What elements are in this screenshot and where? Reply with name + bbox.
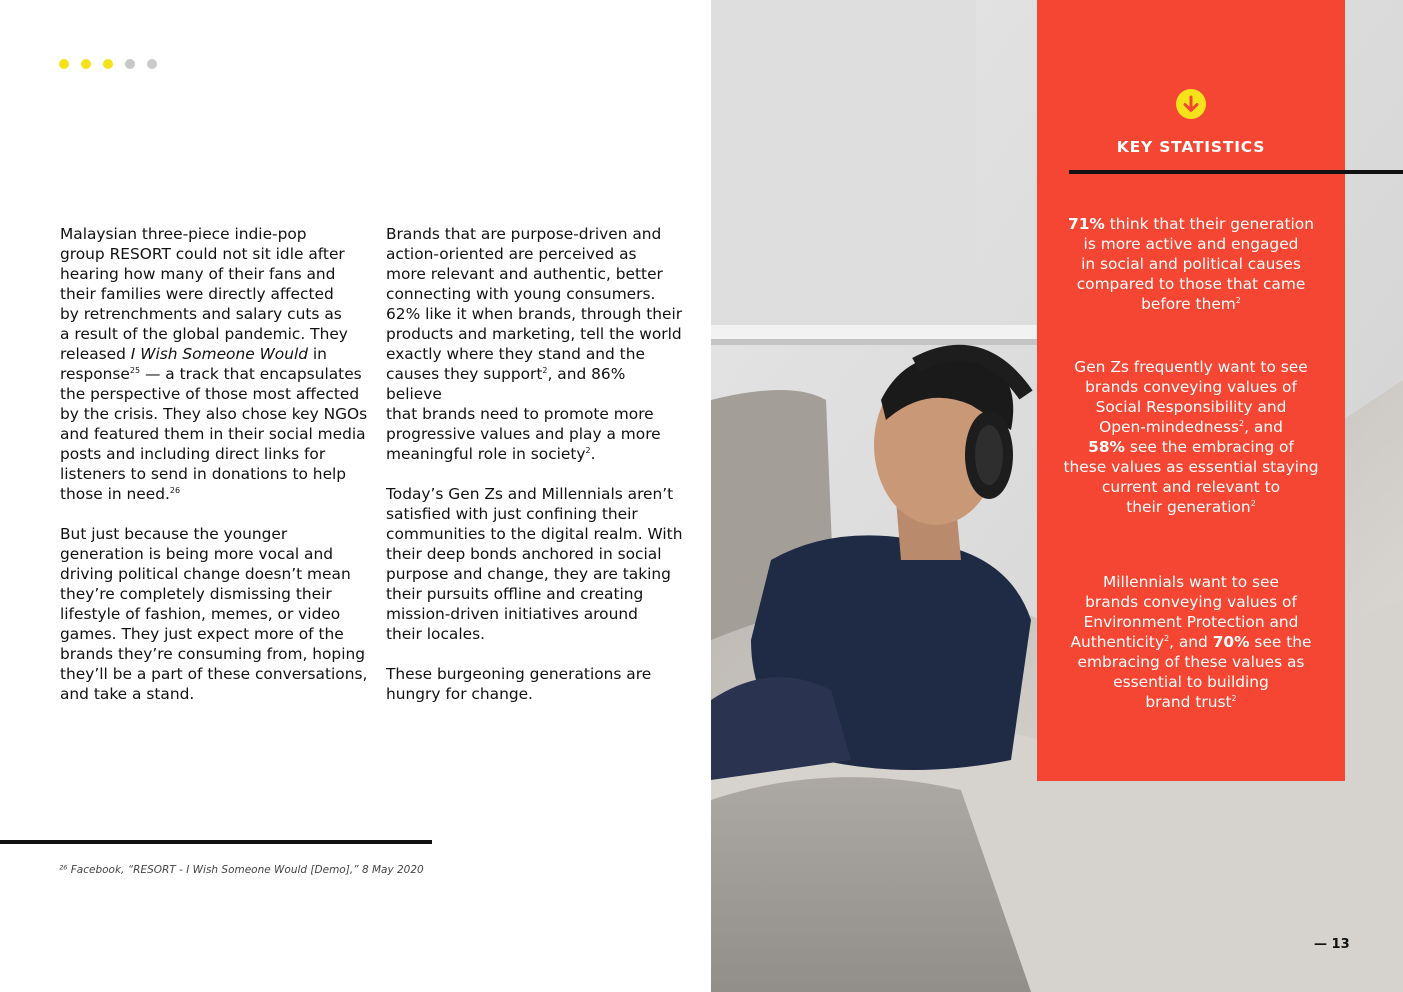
stat-highlight: 70% — [1212, 633, 1250, 651]
text-run: Malaysian three-piece indie-pop group RESORT could not sit idle after hearing how many of their fans and their families were directly affected by retrenchments and salary cuts as a result of the global pandemic. They released — [60, 225, 348, 363]
citation-marker: 26 — [169, 486, 181, 495]
citation-marker: 2 — [1163, 634, 1170, 643]
text-run: Gen Zs frequently want to see brands conveying values of Social Responsibility and Open-mindedness — [1074, 358, 1308, 436]
text-run: , and 86% believe that brands need to promote more progressive values and play a more meaningful role in society — [386, 365, 661, 463]
paragraph — [60, 524, 370, 704]
text-run: Today’s Gen Zs and Millennials aren’t satisfied with just confining their communities to the digital realm. With their deep bonds anchored in social purpose and change, they are taking their pursuits offline and creating mission-driven initiatives around their locales. — [386, 485, 683, 643]
text-run: , and — [1244, 418, 1283, 436]
stat-highlight: 58% — [1088, 438, 1125, 456]
citation-marker: 2 — [1250, 499, 1256, 508]
text-run: see the embracing of these values as essential staying current and relevant to their generation — [1063, 438, 1319, 516]
body-column-right — [386, 224, 686, 724]
text-run: Brands that are purpose-driven and action-oriented are perceived as more relevant and authentic, better connecting with young consumers. 62% like it when brands, through their products and marketing, tell the world exactly where they stand and the causes they support — [386, 225, 683, 383]
citation-marker: 2 — [1231, 694, 1237, 703]
text-run: see the embracing of these values as essential to building brand trust — [1077, 633, 1312, 711]
text-run: in response — [60, 345, 327, 383]
progress-dots — [59, 59, 157, 69]
progress-dot — [147, 59, 157, 69]
statistic-item — [1051, 572, 1331, 712]
body-column-left — [60, 224, 370, 724]
text-run: Millennials want to see brands conveying values of Environment Protection and Authenticity — [1070, 573, 1299, 651]
statistic-item — [1051, 214, 1331, 314]
text-run: I Wish Someone Would — [130, 345, 308, 363]
progress-dot — [81, 59, 91, 69]
citation-marker: 2 — [1239, 419, 1245, 428]
text-run: — a track that encapsulates the perspective of those most affected by the crisis. They also chose key NGOs and featured them in their social media posts and including direct links for listeners to send in donations to help those in need. — [60, 365, 368, 503]
statistic-item — [1051, 357, 1331, 517]
arrow-down-icon — [1176, 89, 1206, 119]
text-run: But just because the younger generation is being more vocal and driving political change doesn’t mean they’re completely dismissing their lifestyle of fashion, memes, or video games. They just expect more of the brands they’re consuming from, hoping they’ll be a part of these conversations, and take a stand. — [60, 525, 368, 703]
text-run: . — [590, 445, 596, 463]
paragraph — [60, 224, 370, 504]
page-number: — 13 — [1314, 937, 1350, 952]
key-statistics-divider — [1069, 170, 1403, 174]
stat-highlight: 71% — [1068, 215, 1105, 233]
citation-marker: 2 — [542, 366, 548, 375]
progress-dot — [125, 59, 135, 69]
citation-marker: 25 — [129, 366, 141, 375]
key-statistics-panel — [1037, 0, 1345, 781]
text-run: , and — [1169, 633, 1213, 651]
progress-dot — [59, 59, 69, 69]
citation-marker: 2 — [585, 446, 591, 455]
footnote: ²⁶ Facebook, “RESORT - I Wish Someone Would [Demo],” 8 May 2020 — [59, 864, 424, 876]
progress-dot — [103, 59, 113, 69]
paragraph — [386, 664, 686, 704]
key-statistics-title: KEY STATISTICS — [1116, 138, 1266, 156]
paragraph — [386, 484, 686, 644]
citation-marker: 2 — [1235, 296, 1241, 305]
footnote-divider — [0, 840, 432, 844]
text-run: think that their generation is more active and engaged in social and political causes compared to those that came before them — [1076, 215, 1314, 313]
paragraph — [386, 224, 686, 464]
text-run: These burgeoning generations are hungry for change. — [386, 665, 652, 703]
